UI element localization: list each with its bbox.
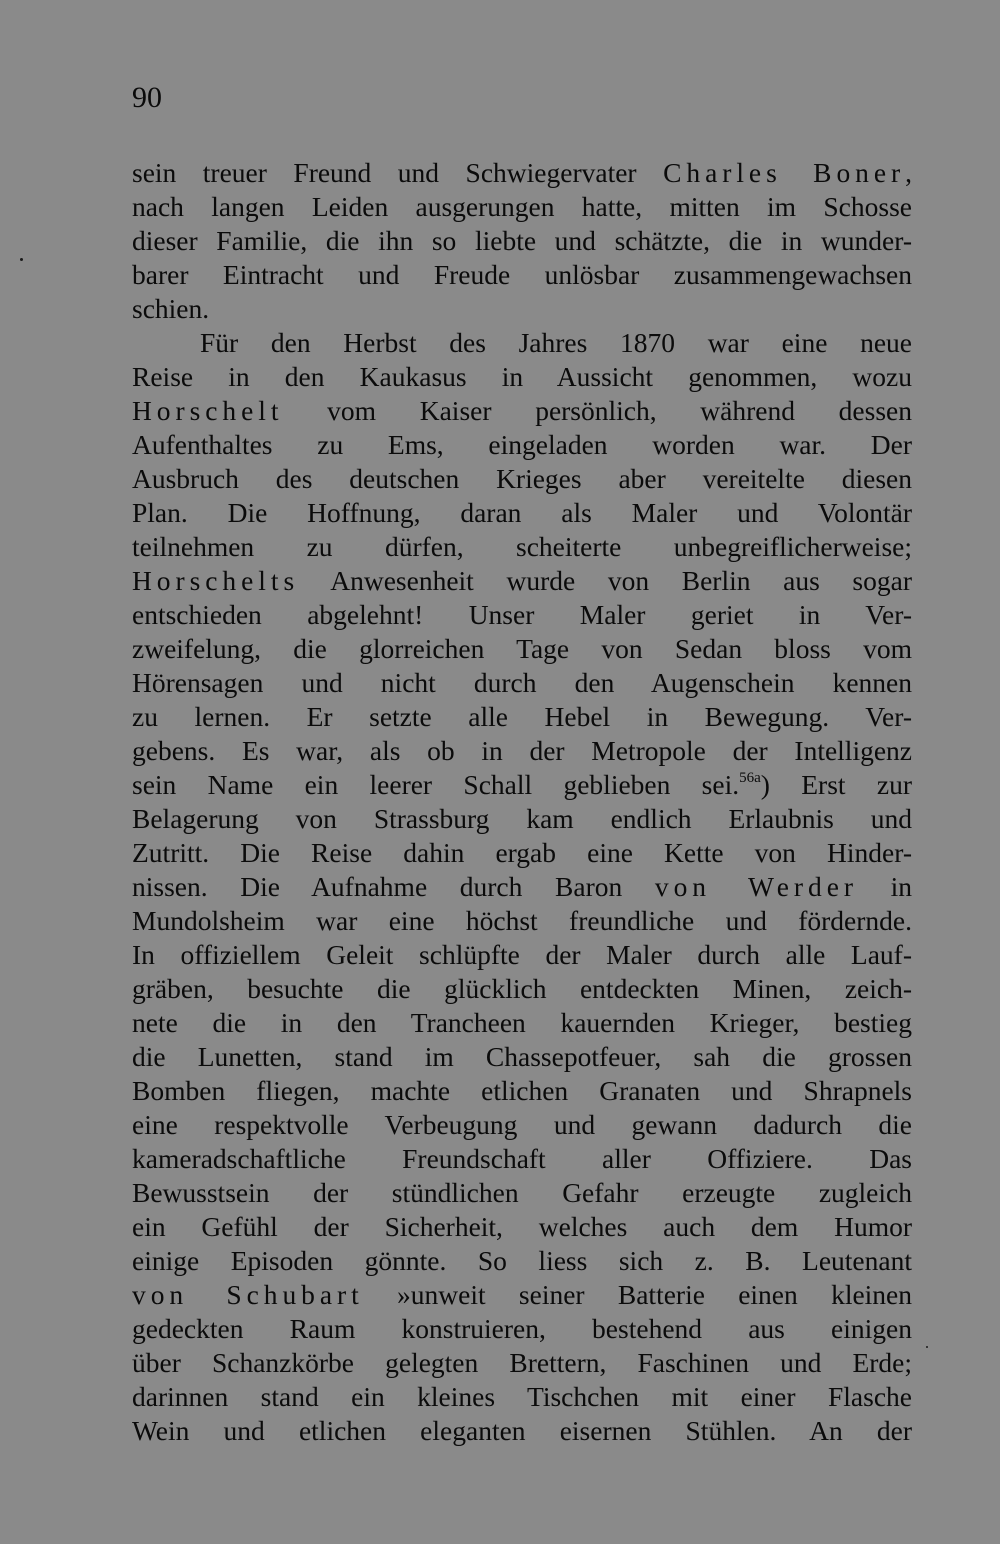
text-line: entschieden abgelehnt! Unser Maler geriet in Ver- — [132, 599, 912, 630]
emphasized-name: Horschelt — [132, 395, 284, 426]
text-line: Aufenthaltes zu Ems, eingeladen worden war. Der — [132, 429, 912, 460]
text-line: ein Gefühl der Sicherheit, welches auch dem Humor — [132, 1211, 912, 1242]
text-line: darinnen stand ein kleines Tischchen mit einer Flasche — [132, 1381, 912, 1412]
text-line: von Schubart »unweit seiner Batterie einen kleinen — [132, 1279, 913, 1310]
text-line: Plan. Die Hoffnung, daran als Maler und Volontär — [132, 497, 912, 528]
text-line: Belagerung von Strassburg kam endlich Erlaubnis und — [132, 803, 912, 834]
text-line: gebens. Es war, als ob in der Metropole der Intelligenz — [132, 735, 912, 766]
text-line: nissen. Die Aufnahme durch Baron von Werder in — [132, 871, 913, 902]
text-line: kameradschaftliche Freundschaft aller Offiziere. Das — [132, 1143, 912, 1174]
text-line: Bomben fliegen, machte etlichen Granaten und Shrapnels — [132, 1075, 912, 1106]
emphasized-name: von Werder — [654, 871, 858, 902]
text-line: barer Eintracht und Freude unlösbar zusammengewachsen — [132, 259, 912, 290]
emphasized-name: von Schubart — [132, 1279, 364, 1310]
text-line: gräben, besuchte die glücklich entdeckten Minen, zeich- — [132, 973, 912, 1004]
text-line: Horschelts Anwesenheit wurde von Berlin aus sogar — [132, 565, 912, 596]
text-line: sein treuer Freund und Schwiegervater Charles Boner, — [132, 157, 913, 188]
text-line: nach langen Leiden ausgerungen hatte, mitten im Schosse — [132, 191, 912, 222]
text-line: Horschelt vom Kaiser persönlich, während dessen — [132, 395, 912, 426]
body-text — [132, 156, 912, 1448]
scan-speck — [926, 1346, 928, 1348]
text-line: In offiziellem Geleit schlüpfte der Maler durch alle Lauf- — [132, 939, 912, 970]
text-line: nete die in den Trancheen kauernden Krieger, bestieg — [132, 1007, 912, 1038]
text-line: teilnehmen zu dürfen, scheiterte unbegreiflicherweise; — [132, 531, 912, 562]
text-line: Hörensagen und nicht durch den Augenschein kennen — [132, 667, 912, 698]
text-line: einige Episoden gönnte. So liess sich z. B. Leutenant — [132, 1245, 912, 1276]
text-line: dieser Familie, die ihn so liebte und schätzte, die in wunder- — [132, 225, 912, 256]
text-line: die Lunetten, stand im Chassepotfeuer, sah die grossen — [132, 1041, 912, 1072]
text-line: Mundolsheim war eine höchst freundliche und fördernde. — [132, 905, 912, 936]
text-line: Für den Herbst des Jahres 1870 war eine neue — [200, 327, 912, 358]
scan-speck — [20, 258, 23, 261]
text-line: zu lernen. Er setzte alle Hebel in Bewegung. Ver- — [132, 701, 912, 732]
emphasized-name: Charles Boner — [663, 157, 906, 188]
text-line: schien. — [132, 293, 210, 324]
text-line: zweifelung, die glorreichen Tage von Sedan bloss vom — [132, 633, 912, 664]
text-line: Ausbruch des deutschen Krieges aber vereitelte diesen — [132, 463, 912, 494]
footnote-marker: 56a — [739, 770, 761, 786]
emphasized-name: Horschelts — [132, 565, 300, 596]
text-line: Zutritt. Die Reise dahin ergab eine Kette von Hinder- — [132, 837, 912, 868]
text-line: über Schanzkörbe gelegten Brettern, Faschinen und Erde; — [132, 1347, 912, 1378]
text-line: Reise in den Kaukasus in Aussicht genommen, wozu — [132, 361, 912, 392]
text-line: eine respektvolle Verbeugung und gewann dadurch die — [132, 1109, 912, 1140]
text-line: sein Name ein leerer Schall geblieben sei.$^{56a}$) Erst zur — [132, 769, 912, 800]
page-number: 90 — [132, 81, 162, 114]
text-line: gedeckten Raum konstruieren, bestehend aus einigen — [132, 1313, 912, 1344]
text-line: Wein und etlichen eleganten eisernen Stühlen. An der — [132, 1415, 912, 1446]
text-line: Bewusstsein der stündlichen Gefahr erzeugte zugleich — [132, 1177, 912, 1208]
